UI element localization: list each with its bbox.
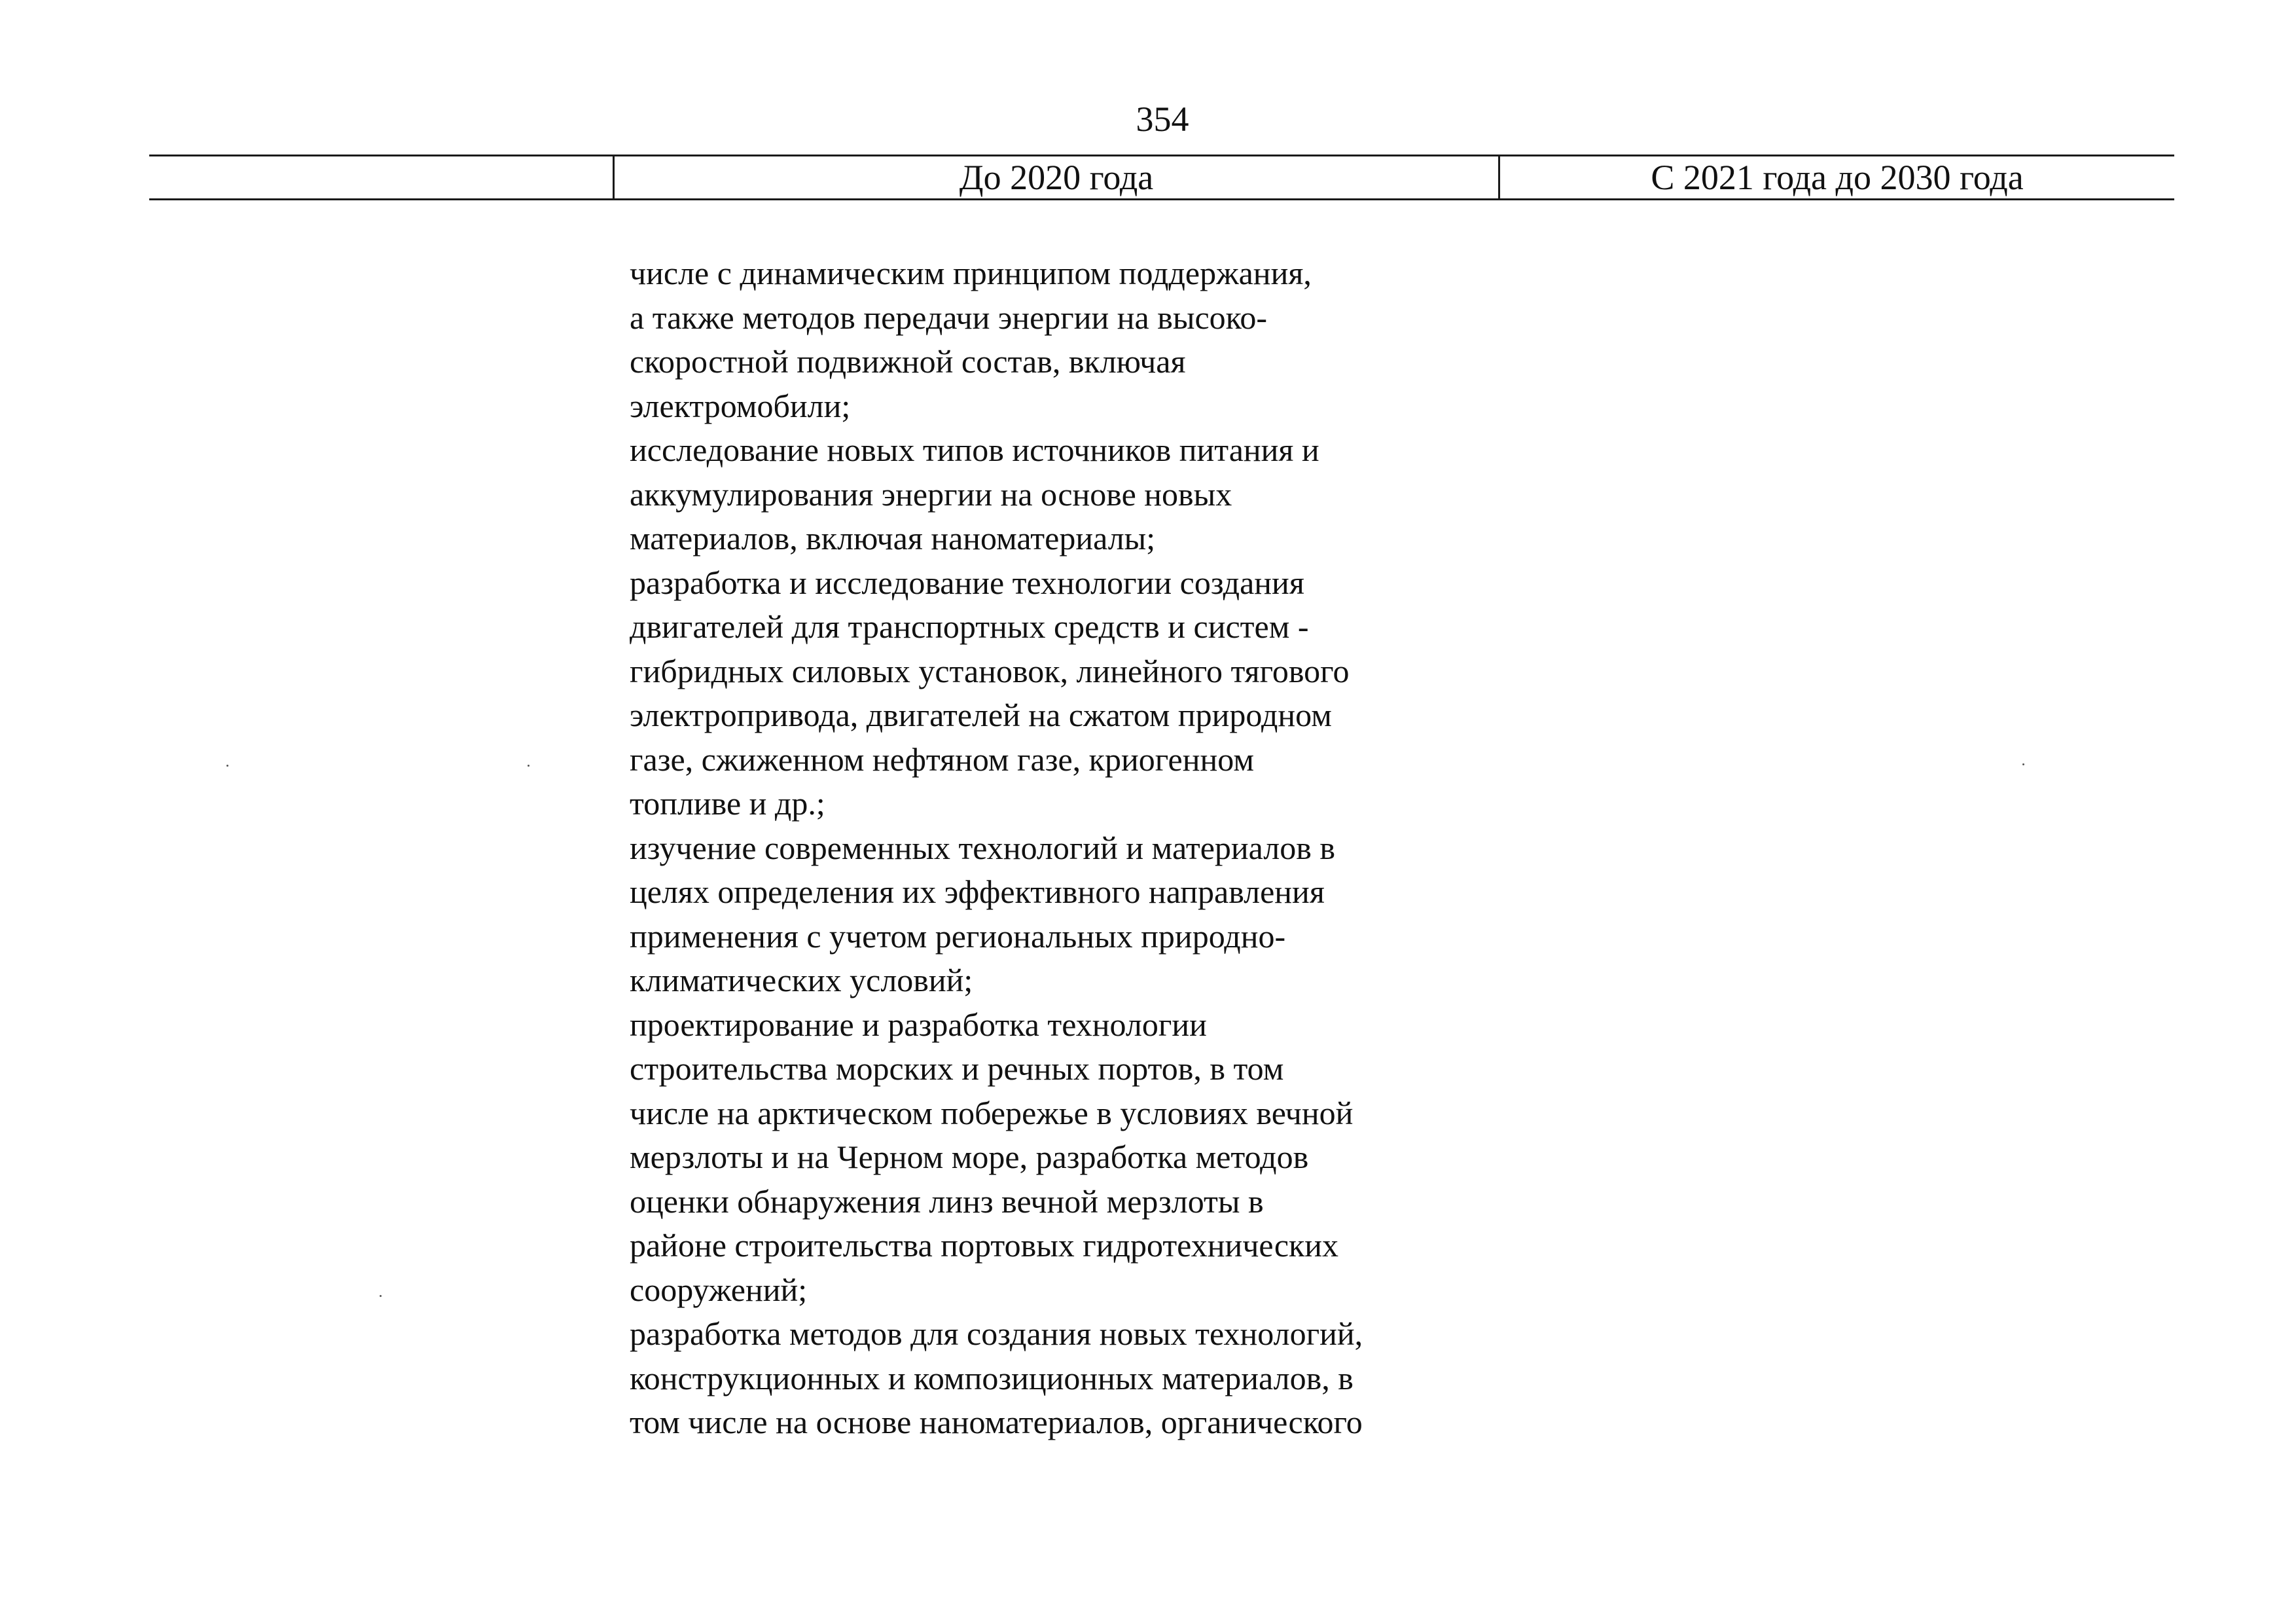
body-line: оценки обнаружения линз вечной мерзлоты в — [630, 1182, 1264, 1220]
body-line: двигателей для транспортных средств и систем - — [630, 608, 1309, 645]
scan-speck — [528, 765, 529, 767]
body-line: мерзлоты и на Черном море, разработка методов — [630, 1139, 1309, 1175]
body-line: целях определения их эффективного направления — [630, 873, 1325, 910]
body-line: исследование новых типов источников питания и — [630, 431, 1319, 468]
body-line: электропривода, двигателей на сжатом природном — [630, 697, 1332, 733]
body-text-column — [630, 251, 1559, 1445]
body-line: разработка методов для создания новых технологий, — [630, 1315, 1363, 1352]
scan-speck — [2022, 763, 2024, 765]
body-line: конструкционных и композиционных материалов, в — [630, 1359, 1354, 1396]
body-line: строительства морских и речных портов, в том — [630, 1050, 1284, 1087]
scan-speck — [380, 1295, 382, 1297]
body-line: изучение современных технологий и материалов в — [630, 829, 1335, 866]
body-line: разработка и исследование технологии создания — [630, 564, 1304, 601]
page-number: 354 — [1136, 100, 1189, 139]
body-line: а также методов передачи энергии на высоко- — [630, 299, 1268, 336]
body-line: топливе и др.; — [630, 785, 825, 822]
scan-speck — [226, 765, 228, 767]
body-line: числе на арктическом побережье в условиях вечной — [630, 1094, 1354, 1131]
header-cell-until-2020: До 2020 года — [613, 156, 1500, 198]
header-cell-2021-2030: С 2021 года до 2030 года — [1651, 158, 2024, 197]
body-line: газе, сжиженном нефтяном газе, криогенном — [630, 740, 1254, 778]
table-header — [149, 155, 2174, 200]
body-line: гибридных силовых установок, линейного тягового — [630, 652, 1350, 689]
body-line: аккумулирования энергии на основе новых — [630, 475, 1232, 513]
body-line: скоростной подвижной состав, включая — [630, 343, 1186, 380]
body-line: применения с учетом региональных природно- — [630, 917, 1286, 955]
body-line: сооружений; — [630, 1271, 808, 1308]
body-line: электромобили; — [630, 387, 851, 424]
body-line: числе с динамическим принципом поддержания, — [630, 255, 1312, 291]
body-line: том числе на основе наноматериалов, органического — [630, 1404, 1363, 1440]
body-line: районе строительства портовых гидротехнических — [630, 1227, 1339, 1264]
body-line: проектирование и разработка технологии — [630, 1006, 1207, 1043]
header-cell-empty — [149, 156, 613, 198]
body-line: климатических условий; — [630, 962, 973, 998]
body-line: материалов, включая наноматериалы; — [630, 520, 1156, 556]
